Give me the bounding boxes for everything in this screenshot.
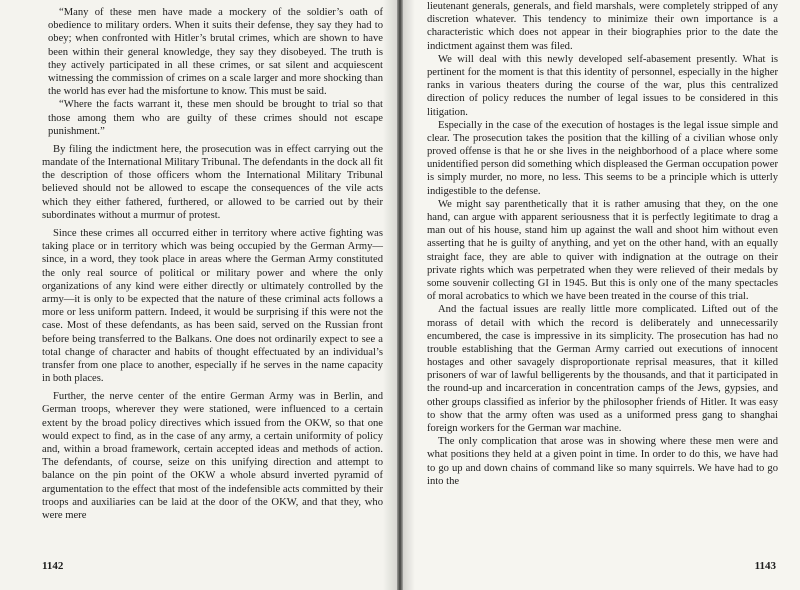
right-page-number: 1143 [754,560,776,572]
left-paragraph-5: Further, the nerve center of the entire German Army was in Berlin, and German troops, wherever they were stationed, were influenced to a certain extent by the broad policy directives which issued from the OKW, so that one would expect to find, as in the case of any army, a certain uniformity of policy and, within a broad framework, certain accepted ideas and methods of action. The defendants, of course, seize on this unifying direction and attempt to balance on the pin point of the OKW a whole absurd inverted pyramid of argumentation to the effect that most of the indefensible acts committed by their troops and auxiliaries can be laid at the door of the OKW, and that they, who were mere [42,391,383,521]
right-paragraph-5: And the factual issues are really little more complicated. Lifted out of the morass of detail with which the record is deliberately and unnecessarily encumbered, the case is impressive in its simplicity. The prosecution has had no trouble establishing that the German Army carried out executions of innocent hostages and other savagely disproportionate reprisal measures, that it killed prisoners of war of lawful belligerents by the thousands, and that it participated in the round-up and incarceration in concentration camps of the Jews, gypsies, and other groups classified as inferior by the philosopher friends of Hitler. It was easy to show that the army often was used as a uniformed press gang to shanghai foreign workers for the German war machine. [427,304,778,434]
right-paragraph-6: The only complication that arose was in showing where these men were and what positions they held at a given point in time. In order to do this, we have had to go up and down chains of command like so many squirrels. We have had to go into the [427,436,778,487]
right-page [403,0,800,590]
right-paragraph-4: We might say parenthetically that it is rather amusing that they, on the one hand, can argue with apparent seriousness that it is perfectly legitimate to drag a man out of his house, stand him up against the wall and shoot him without even asserting that he is guilty of anything, and yet on the other hand, with an equally straight face, they are able to quiver with indignation at the outrage on their private rights which was perpetrated when they were relieved of their medals by some souvenir collecting GI in 1945. But this is only one of the many spectacles of moral acrobatics to which we have been treated in the course of this trial. [427,198,778,303]
left-page [0,0,397,590]
left-paragraph-4: Since these crimes all occurred either in territory where active fighting was taking place or in territory which was being occupied by the German Army—since, in a word, they took place in areas where the German Army constituted the only real source of political or military power and where the only organizations of any kind were either directly or ultimately controlled by the army—it is only to be expected that the nature of these criminal acts follows a more or less uniform pattern. Indeed, it would be surprising if this were not the case. Most of these defendants, as has been said, served on the Russian front before being transferred to the Balkans. One does not ordinarily expect to see a total change of character and habits of thought effectuated by an individual’s transfer from one place to another, especially if he serves in the name capacity in both places. [42,228,383,385]
right-paragraph-3: Especially in the case of the execution of hostages is the legal issue simple and clear. The prosecution takes the position that the killing of a civilian whose only proved offense is that he or she lives in the neighborhood of a place where some unidentified person did something which displeased the German occupation power is simply murder, no more, no less. This seems to be a principle which is utterly indigestible to the defense. [427,119,778,197]
left-paragraph-3: By filing the indictment here, the prosecution was in effect carrying out the mandate of the International Military Tribunal. The defendants in the dock all fit the description of those officers whom the International Military Tribunal believed should not be allowed to escape the consequences of the vile acts which they either fathered, furthered, or allowed to be carried out by their subordinates without a murmur of protest. [42,143,383,221]
left-paragraph-1: “Many of these men have made a mockery of the soldier’s oath of obedience to military orders. When it suits their defense, they say they had to obey; when confronted with Hitler’s brutal crimes, which are shown to have been within their general knowledge, they say they disobeyed. The truth is they actively participated in all these crimes, or sat silent and acquiescent witnessing the commission of crimes on a scale larger and more shocking than the world has ever had the misfortune to know. This must be said. [48,7,383,98]
left-page-number: 1142 [42,560,64,572]
right-paragraph-1: lieutenant generals, generals, and field marshals, were completely stripped of any discretion whatever. This tendency to minimize their own importance is a characteristic which does not appear in their biographies prior to the date the indictment against them was filed. [427,1,778,52]
right-paragraph-2: We will deal with this newly developed self-abasement presently. What is pertinent for the moment is that this identity of personnel, especially in the higher ranks in various theaters during the course of the war, plus this centralized direction of policy reduces the number of legal issues to be considered in this litigation. [427,53,778,118]
left-paragraph-2: “Where the facts warrant it, these men should be brought to trial so that those among them who are guilty of these crimes should not escape punishment.” [48,99,383,137]
